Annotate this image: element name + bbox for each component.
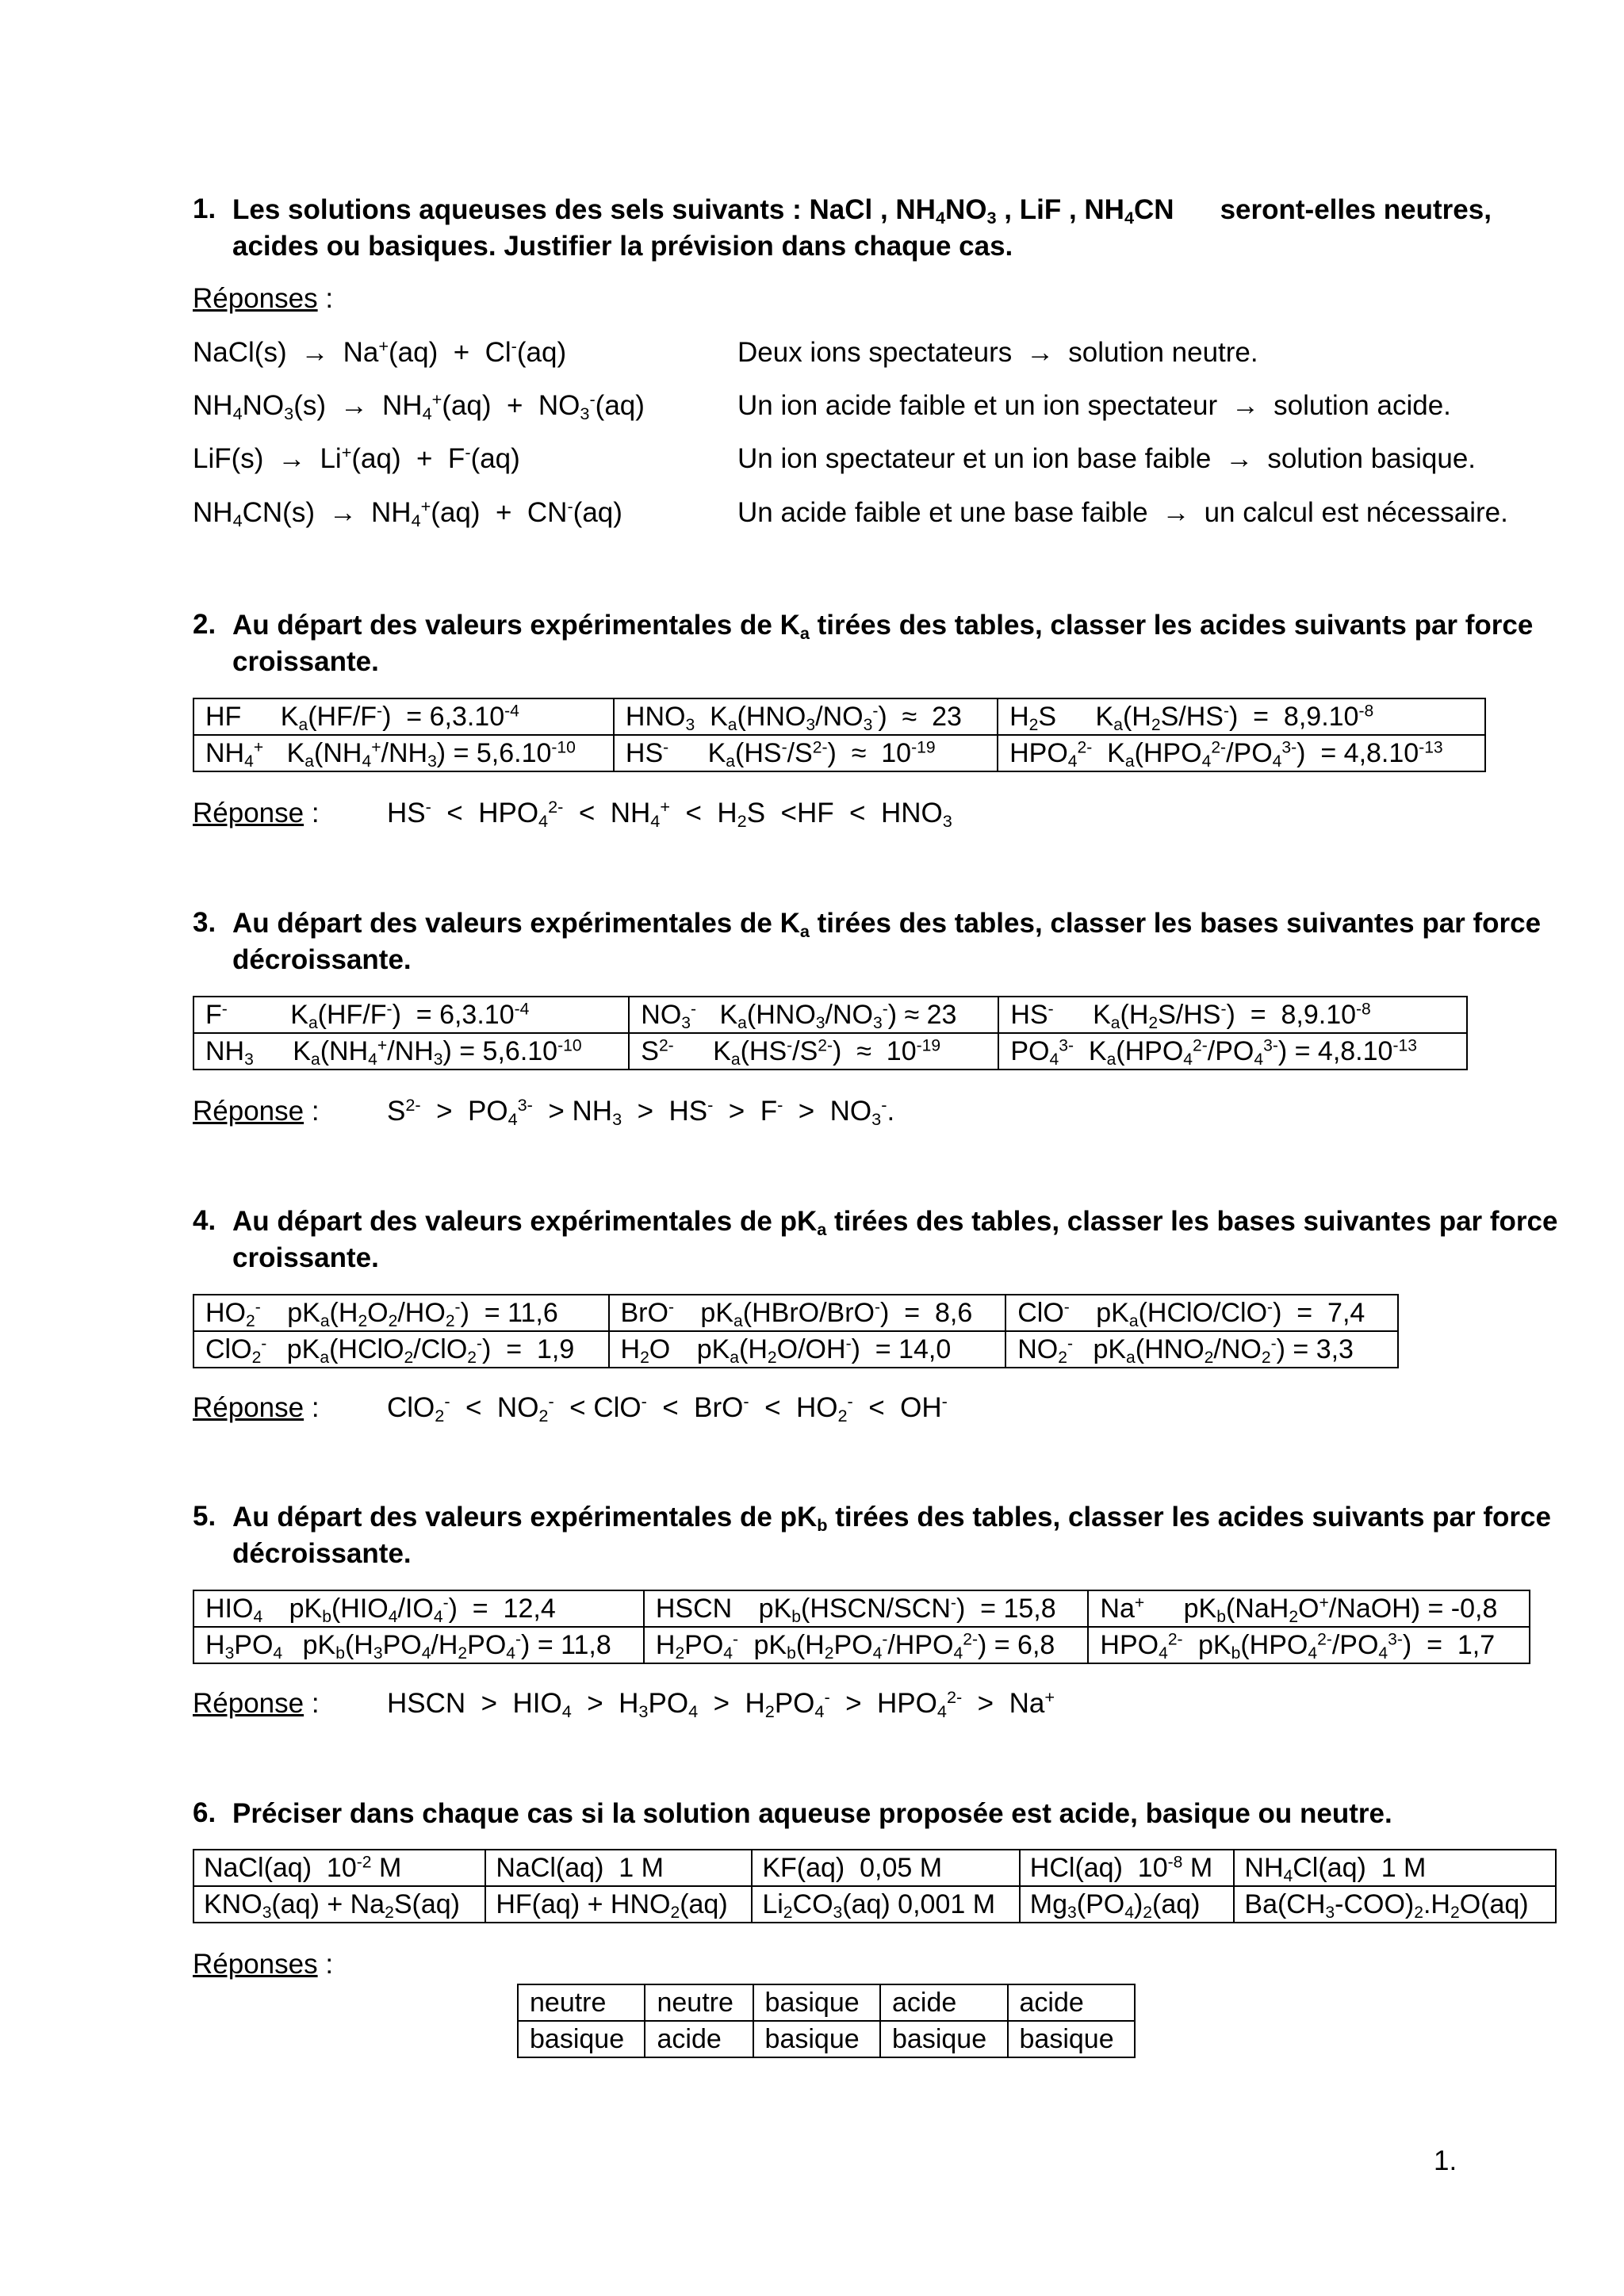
q5-cell-hpo4: $HPO_4^{2-}$ $pK_b(HPO_4^{2-}/PO_4^{3-}) = 1,7$: [1088, 1627, 1530, 1663]
q2-cell-hno3: $HNO_3$ $K_a(HNO_3/NO_3^-) \approx 23$: [614, 698, 998, 735]
q1-equation-nh4cn: $NH_4CN(s) \to NH_4^+(aq) + CN^-(aq)$: [193, 496, 622, 531]
q4-cell-h2o: $H_2O$ $pK_a(H_2O/OH^-) = 14,0$: [609, 1331, 1006, 1368]
q6-answer-1-4: acide: [880, 1984, 1007, 2021]
q3-text-line2: décroissante.: [232, 944, 412, 975]
q5-text-line1: Au départ des valeurs expérimentales de $pK_b$ tirées des tables, classer les acides suivants par force: [232, 1502, 1551, 1536]
q6-answers-table: [517, 1984, 1136, 2058]
q5-answer-label: Réponse :: [193, 1688, 320, 1719]
table-row: [193, 1331, 1398, 1368]
q6-answer-1-2: neutre: [645, 1984, 753, 2021]
q6-cell-1-1: NaCl(aq) $10^{-2}$ M: [193, 1850, 485, 1886]
table-row: [193, 698, 1485, 735]
q2-answer-label: Réponse :: [193, 798, 320, 828]
q6-answer-2-1: basique: [518, 2021, 645, 2057]
q3-cell-s: $S^{2-}$ $K_a(HS^-/S^{2-}) \approx 10^{-19}$: [629, 1033, 998, 1070]
q3-cell-f: F- $K_a(HF/F^-) = 6,3.10^{-4}$: [193, 997, 629, 1033]
q6-cell-2-3: $Li_2CO_3(aq)$ 0,001 M: [752, 1886, 1019, 1923]
table-row: [193, 1033, 1467, 1070]
q5-cell-na: Na+ $pK_b(NaH_2O^+/NaOH) = -0,8$: [1088, 1590, 1530, 1627]
q6-cell-1-5: $NH_4Cl(aq)$ 1 M: [1234, 1850, 1556, 1886]
q1-salt-list: NaCl , $NH_4NO_3$ , LiF , $NH_4CN$: [809, 194, 1174, 228]
q6-answer-2-5: basique: [1008, 2021, 1136, 2057]
q3-cell-hs: HS- $K_a(H_2S/HS^-) = 8,9.10^{-8}$: [998, 997, 1467, 1033]
q4-pka-table: [193, 1294, 1399, 1368]
q4-answer: $ClO_2^- < NO_2^- < ClO^- < BrO^- < HO_2^- < OH^-$: [387, 1391, 948, 1426]
q4-answer-label: Réponse :: [193, 1392, 320, 1423]
q4-cell-ho2: $HO_2^-$ $pK_a(H_2O_2/HO_2^-) = 11,6$: [193, 1295, 609, 1331]
q3-cell-no3: $NO_3^-$ $K_a(HNO_3/NO_3^-) \approx 23$: [629, 997, 998, 1033]
q5-cell-hscn: HSCN $pK_b(HSCN/SCN^-) = 15,8$: [644, 1590, 1089, 1627]
q6-answer-2-3: basique: [753, 2021, 880, 2057]
q3-ka-table: [193, 996, 1468, 1070]
q3-number: 3.: [193, 907, 216, 938]
q1-text-line2: acides ou basiques. Justifier la prévision dans chaque cas.: [232, 231, 1013, 262]
q5-cell-h2po4: $H_2PO_4^-$ $pK_b(H_2PO_4^-/HPO_4^{2-}) = 6,8$: [644, 1627, 1089, 1663]
q4-number: 4.: [193, 1205, 216, 1236]
q6-number: 6.: [193, 1797, 216, 1828]
q1-equation-lif: LiF(s) → Li+(aq) + F-(aq): [193, 442, 520, 474]
q1-explanation-4: Un acide faible et une base faible → un calcul est nécessaire.: [737, 497, 1508, 528]
q6-answer-2-4: basique: [880, 2021, 1007, 2057]
q6-cell-1-2: NaCl(aq) 1 M: [485, 1850, 752, 1886]
table-row: [193, 735, 1485, 771]
q2-number: 2.: [193, 609, 216, 640]
q3-answer: $S^{2-} > PO_4^{3-} > NH_3 > HS^- > F^- > NO_3^-$.: [387, 1095, 895, 1130]
table-row: [518, 1984, 1135, 2021]
q6-cell-2-1: $KNO_3(aq) + Na_2S(aq)$: [193, 1886, 485, 1923]
q3-answer-label: Réponse :: [193, 1096, 320, 1127]
table-row: [193, 1850, 1556, 1886]
q5-cell-h3po4: $H_3PO_4$ $pK_b(H_3PO_4/H_2PO_4^-) = 11,8$: [193, 1627, 644, 1663]
q3-cell-po4: $PO_4^{3-}$ $K_a(HPO_4^{2-}/PO_4^{3-}) = 4,8.10^{-13}$: [998, 1033, 1467, 1070]
q6-cell-2-2: $HF(aq) + HNO_2(aq)$: [485, 1886, 752, 1923]
table-row: [193, 1886, 1556, 1923]
q2-cell-hf: HF $K_a(HF/F^-) = 6,3.10^{-4}$: [193, 698, 614, 735]
q5-pkb-table: [193, 1590, 1530, 1664]
table-row: [193, 1627, 1530, 1663]
q1-explanation-1: Deux ions spectateurs → solution neutre.: [737, 337, 1258, 368]
q6-cell-2-4: $Mg_3(PO_4)_2(aq)$: [1020, 1886, 1235, 1923]
q1-number: 1.: [193, 193, 216, 224]
table-row: [193, 1590, 1530, 1627]
q6-answer-label: Réponses :: [193, 1949, 334, 1980]
q1-equation-nacl: NaCl(s) → Na+(aq) + Cl-(aq): [193, 336, 567, 368]
q6-cell-1-4: HCl(aq) $10^{-8}$ M: [1020, 1850, 1235, 1886]
table-row: [193, 997, 1467, 1033]
q3-cell-nh3: $NH_3$ $K_a(NH_4^+/NH_3) = 5,6.10^{-10}$: [193, 1033, 629, 1070]
q6-answer-2-2: acide: [645, 2021, 753, 2057]
q2-answer: $HS^- < HPO_4^{2-} < NH_4^+ < H_2S <HF < HNO_3$: [387, 797, 952, 832]
q4-text-line1: Au départ des valeurs expérimentales de $pK_a$ tirées des tables, classer les bases suivantes par force: [232, 1206, 1558, 1240]
q2-cell-h2s: $H_2S$ $K_a(H_2S/HS^-) = 8,9.10^{-8}$: [998, 698, 1485, 735]
q6-answer-1-3: basique: [753, 1984, 880, 2021]
q6-solutions-table: [193, 1849, 1557, 1923]
q1-explanation-2: Un ion acide faible et un ion spectateur → solution acide.: [737, 390, 1451, 421]
q1-equation-nh4no3: $NH_4NO_3(s) \to NH_4^+(aq) + NO_3^-(aq)$: [193, 389, 645, 424]
table-row: [193, 1295, 1398, 1331]
q4-cell-bro: BrO- $pK_a(HBrO/BrO^-) = 8,6$: [609, 1295, 1006, 1331]
q4-cell-no2: $NO_2^-$ $pK_a(HNO_2/NO_2^-) = 3,3$: [1005, 1331, 1398, 1368]
q1-text-line1: Les solutions aqueuses des sels suivants : NaCl , $NH_4NO_3$ , LiF , $NH_4CN$ seront-elles neutres,: [232, 194, 1492, 228]
q1-explanation-3: Un ion spectateur et un ion base faible → solution basique.: [737, 443, 1477, 474]
q5-number: 5.: [193, 1501, 216, 1532]
q6-answer-1-5: acide: [1008, 1984, 1136, 2021]
q4-text-line2: croissante.: [232, 1242, 379, 1273]
q3-text-line1: Au départ des valeurs expérimentales de $K_a$ tirées des tables, classer les bases suivantes par force: [232, 908, 1542, 942]
q4-cell-clo: ClO- $pK_a(HClO/ClO^-) = 7,4$: [1005, 1295, 1398, 1331]
q6-cell-1-3: KF(aq) 0,05 M: [752, 1850, 1019, 1886]
q2-ka-table: [193, 698, 1486, 772]
page-number: 1.: [1434, 2145, 1457, 2176]
q1-answer-label: Réponses :: [193, 283, 334, 314]
q5-text-line2: décroissante.: [232, 1538, 412, 1569]
q5-answer: HSCN > $HIO_4 > H_3PO_4 > H_2PO_4^- > HPO_4^{2-} > Na^+$: [387, 1687, 1055, 1722]
q6-answer-1-1: neutre: [518, 1984, 645, 2021]
q2-cell-hs: HS- $K_a(HS^-/S^{2-}) \approx 10^{-19}$: [614, 735, 998, 771]
q6-cell-2-5: $Ba(CH_3-COO)_2.H_2O(aq)$: [1234, 1886, 1556, 1923]
q2-cell-hpo4: $HPO_4^{2-}$ $K_a(HPO_4^{2-}/PO_4^{3-}) = 4,8.10^{-13}$: [998, 735, 1485, 771]
q2-text-line2: croissante.: [232, 646, 379, 677]
q4-cell-clo2: ClO$_2$- $pK_a(HClO_2/ClO_2^-) = 1,9$: [193, 1331, 609, 1368]
q2-cell-nh4: $NH_4^+$ $K_a(NH_4^+/NH_3) = 5,6.10^{-10}$: [193, 735, 614, 771]
q2-text-line1: Au départ des valeurs expérimentales de $K_a$ tirées des tables, classer les acides suivants par force: [232, 610, 1534, 644]
q5-cell-hio4: $HIO_4$ $pK_b(HIO_4/IO_4^-) = 12,4$: [193, 1590, 644, 1627]
q6-text-line1: Préciser dans chaque cas si la solution aqueuse proposée est acide, basique ou neutre.: [232, 1798, 1392, 1829]
table-row: [518, 2021, 1135, 2057]
